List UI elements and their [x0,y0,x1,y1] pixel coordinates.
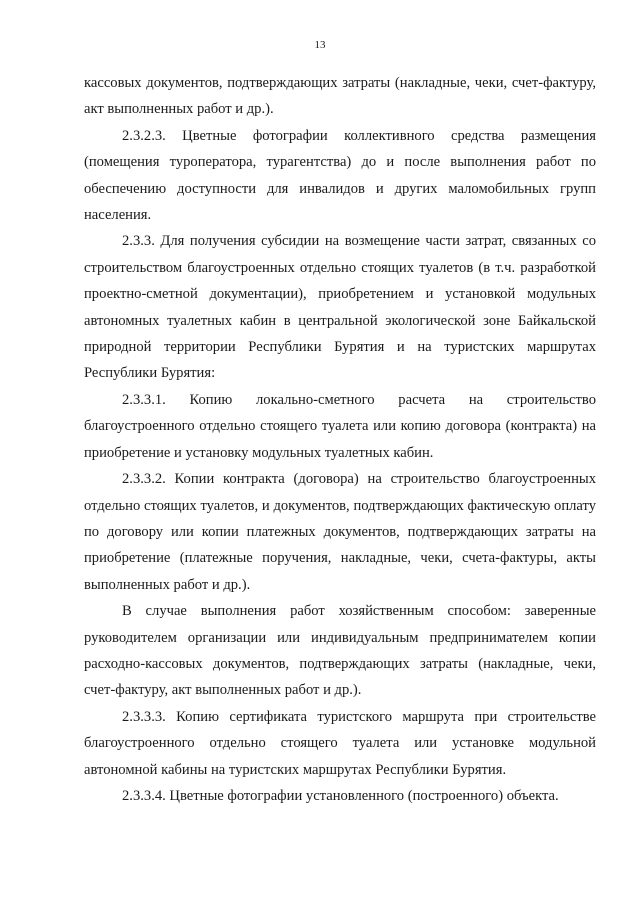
page-number: 13 [314,39,326,51]
paragraph-economic-method: В случае выполнения работ хозяйственным способом: заверенные руководителем организации или индивидуальным предпринимателем копии расходно-кассовых документов, подтверждающих затраты (накладные, чеки, счет-фактуру, акт выполненных работ и др.). [84,603,596,699]
paragraph-2-3-3-3: 2.3.3.3. Копию сертификата туристского маршрута при строительстве благоустроенного отдельно стоящего туалета или установке модульной автономной кабины на туристских маршрутах Республики Бурятия. [84,708,596,778]
paragraph-2-3-2-3: 2.3.2.3. Цветные фотографии коллективного средства размещения (помещения туроператора, турагентства) до и после выполнения работ по обеспечению доступности для инвалидов и других маломобильных групп населения. [84,127,596,224]
paragraph-2-3-3-2: 2.3.3.2. Копии контракта (договора) на строительство благоустроенных отдельно стоящих туалетов, и документов, подтверждающих фактическую оплату по договору или копии платежных документов, подтверждающих затраты на приобретение (платежные поручения, накладные, чеки, счета-фактуры, акты выполненных работ и др.). [84,471,596,593]
paragraph-2-3-3: 2.3.3. Для получения субсидии на возмещение части затрат, связанных со строительством благоустроенных отдельно стоящих туалетов (в т.ч. разработкой проектно-сметной документации), приобретением и установкой модульных автономных туалетных кабин в центральной экологической зоне Байкальской природной территории Республики Бурятия и на туристских маршрутах Республики Бурятия: [84,233,596,382]
paragraph-2-3-3-4: 2.3.3.4. Цветные фотографии установленного (построенного) объекта. [122,787,559,804]
document-body [84,70,596,809]
paragraph-continuation: кассовых документов, подтверждающих затраты (накладные, чеки, счет-фактуру, акт выполненных работ и др.). [84,75,596,118]
paragraph-2-3-3-1: 2.3.3.1. Копию локально-сметного расчета на строительство благоустроенного отдельно стоящего туалета или копию договора (контракта) на приобретение и установку модульных туалетных кабин. [84,391,596,461]
